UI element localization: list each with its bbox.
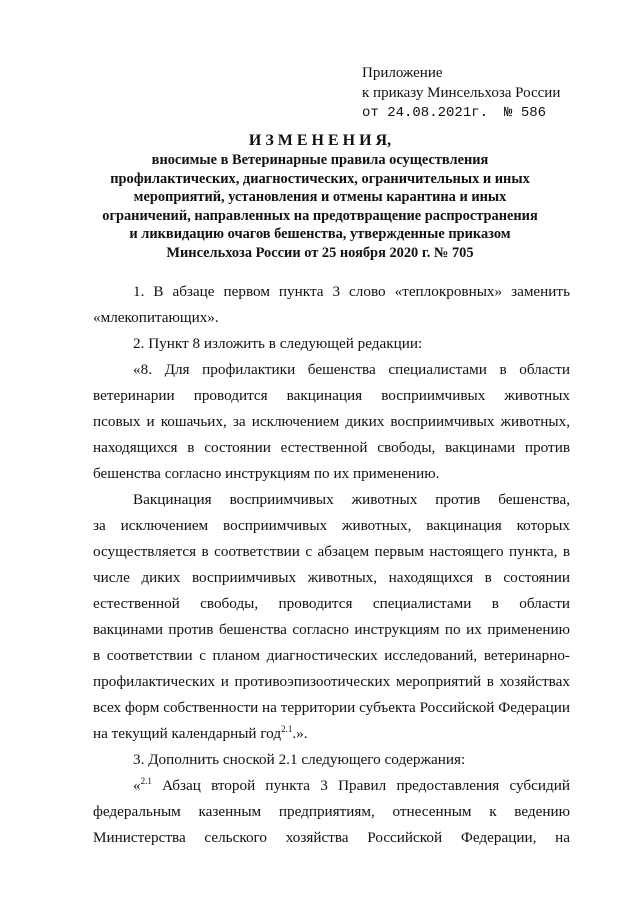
body-line: псовых и кошачьих, за исключением диких восприимчивых животных, [93, 413, 570, 430]
title-line: ограничений, направленных на предотвращение распространения [102, 207, 538, 224]
body-line: 2. Пункт 8 изложить в следующей редакции: [133, 335, 423, 352]
body-line: Министерства сельского хозяйства Российской Федерации, на [93, 829, 570, 846]
order-reference: к приказу Минсельхоза России [362, 85, 561, 101]
body-line-text: на текущий календарный год [93, 725, 282, 742]
body-line: за исключением восприимчивых животных, вакцинация которых [93, 517, 570, 534]
body-line-tail: .». [292, 725, 308, 742]
body-line: бешенства согласно инструкциям по их применению. [93, 465, 440, 482]
body-line: вакцинами против бешенства согласно инструкциям по их применению [93, 621, 570, 638]
appendix-label: Приложение [362, 65, 443, 81]
order-date-number [362, 103, 612, 123]
body-line: «млекопитающих». [93, 309, 219, 326]
footnote-marker: 2.1 [281, 724, 293, 734]
body-line: всех форм собственности на территории субъекта Российской Федерации [93, 699, 570, 716]
approval-stamp-block [362, 63, 612, 123]
body-line: 3. Дополнить сноской 2.1 следующего содержания: [133, 751, 466, 768]
body-line: числе диких восприимчивых животных, находящихся в состоянии [93, 569, 570, 586]
body-line: естественной свободы, проводится специалистами в области [93, 595, 570, 612]
order-number: № 586 [504, 105, 547, 121]
body-line [93, 721, 570, 747]
title-line: и ликвидацию очагов бешенства, утвержденные приказом [129, 226, 511, 242]
document-title [60, 131, 580, 262]
body-line [93, 773, 570, 799]
body-line: находящихся в состоянии естественной свободы, вакцинами против [93, 439, 570, 456]
title-line: вносимые в Ветеринарные правила осуществления [151, 152, 489, 168]
body-line: «8. Для профилактики бешенства специалистами в области [133, 361, 570, 378]
body-line: федеральным казенным предприятиям, отнесенным к ведению [93, 803, 570, 820]
body-line: осуществляется в соответствии с абзацем первым настоящего пункта, в [93, 543, 570, 560]
body-line: ветеринарии проводится вакцинация восприимчивых животных [93, 387, 570, 404]
body-line: 1. В абзаце первом пункта 3 слово «теплокровных» заменить [133, 283, 570, 300]
body-line: в соответствии с планом диагностических исследований, ветеринарно- [93, 647, 570, 664]
title-line: Минсельхоза России от 25 ноября 2020 г. № 705 [166, 244, 474, 261]
quote-open: « [133, 777, 141, 794]
order-date: от 24.08.2021г. [362, 105, 489, 121]
body-line: Вакцинация восприимчивых животных против бешенства, [133, 491, 570, 508]
body-line: профилактических и противоэпизоотических мероприятий в хозяйствах [93, 673, 570, 690]
title-line: профилактических, диагностических, ограничительных и иных [110, 170, 530, 187]
footnote-marker: 2.1 [140, 776, 152, 786]
body-line-text: Абзац второй пункта 3 Правил предоставления субсидий [151, 777, 570, 794]
title-heading: И З М Е Н Е Н И Я, [248, 132, 392, 149]
title-line: мероприятий, установления и отмены карантина и иных [133, 189, 507, 205]
document-body [93, 279, 570, 851]
